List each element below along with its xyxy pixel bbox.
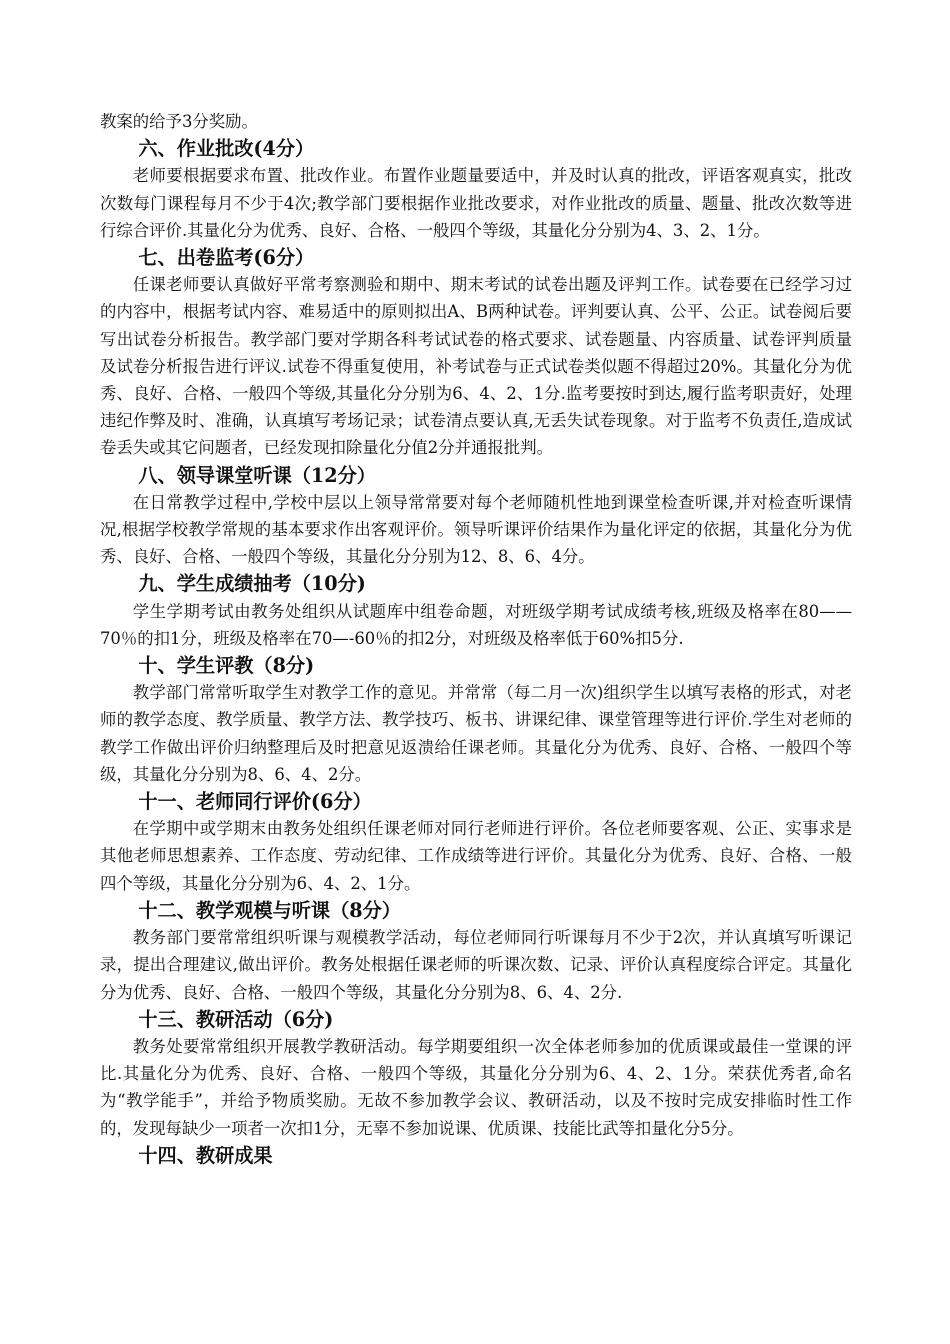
section-heading-6: 六、作业批改(4分） — [138, 137, 315, 161]
section-body-8: 在日常教学过程中,学校中层以上领导常常要对每个老师随机性地到课堂检查听课,并对检查听课情况,根据学校教学常规的基本要求作出客观评价。领导听课评价结果作为量化评定的依据，其量化分为优秀、良好、合格、一般四个等级，其量化分分别为12、8、6、4分。 — [100, 492, 852, 567]
section-body-9: 学生学期考试由教务处组织从试题库中组卷命题，对班级学期考试成绩考核,班级及格率在80——70％的扣1分，班级及格率在70—-60％的扣2分，对班级及格率低于60%扣5分. — [100, 601, 852, 648]
section-body-7: 任课老师要认真做好平常考察测验和期中、期末考试的试卷出题及评判工作。试卷要在已经学习过的内容中，根据考试内容、难易适中的原则拟出A、B两种试卷。评判要认真、公平、公正。试卷阅后要写出试卷分析报告。教学部门要对学期各科考试试卷的格式要求、试卷题量、内容质量、试卷评判质量及试卷分析报告进行评议.试卷不得重复使用，补考试卷与正式试卷类似题不得超过20%。其量化分为优秀、良好、合格、一般四个等级,其量化分分别为6、4、2、1分.监考要按时到达,履行监考职责好，处理违纪作弊及时、准确，认真填写考场记录；试卷清点要认真,无丢失试卷现象。对于监考不负责任,造成试卷丢失或其它问题者，已经发现扣除量化分值2分并通报批判。 — [100, 275, 852, 458]
section-heading-11: 十一、老师同行评价(6分） — [138, 790, 372, 814]
section-heading-13: 十三、教研活动（6分) — [138, 1007, 334, 1031]
section-heading-10: 十、学生评教（8分) — [138, 654, 315, 678]
section-heading-12: 十二、教学观模与听课（8分） — [138, 898, 401, 922]
section-body-12: 教务部门要常常组织听课与观模教学活动，每位老师同行听课每月不少于2次，并认真填写听课记录，提出合理建议,做出评价。教务处根据任课老师的听课次数、记录、评价认真程度综合评定。其量化分为优秀、良好、合格、一般四个等级，其量化分分别为8、6、4、2分. — [100, 928, 852, 1002]
section-body-11: 在学期中或学期末由教务处组织任课老师对同行老师进行评价。各位老师要客观、公正、实事求是其他老师思想素养、工作态度、劳动纪律、工作成绩等进行评价。其量化分为优秀、良好、合格、一般四个等级，其量化分分别为6、4、2、1分。 — [100, 819, 852, 893]
document-page — [100, 108, 852, 1169]
section-body-10: 教学部门常常听取学生对教学工作的意见。并常常（每二月一次)组织学生以填写表格的形式，对老师的教学态度、教学质量、教学方法、教学技巧、板书、讲课纪律、课堂管理等进行评价.学生对老师的教学工作做出评价归纳整理后及时把意见返溃给任课老师。其量化分为优秀、良好、合格、一般四个等级，其量化分分别为8、6、4、2分。 — [100, 683, 852, 784]
section-heading-9: 九、学生成绩抽考（10分) — [138, 572, 366, 596]
section-heading-8: 八、领导课堂听课（12分） — [138, 463, 376, 487]
section-body-13: 教务处要常常组织开展教学教研活动。每学期要组织一次全体老师参加的优质课或最佳一堂课的评比.其量化分为优秀、良好、合格、一般四个等级，其量化分分别为6、4、2、1分。荣获优秀者,命名为“教学能手”，并给予物质奖励。无故不参加教学会议、教研活动，以及不按时完成安排临时性工作的，发现每缺少一项者一次扣1分，无辜不参加说课、优质课、技能比武等扣量化分5分。 — [100, 1036, 852, 1138]
section-heading-7: 七、出卷监考(6分） — [138, 246, 315, 270]
section-body-6: 老师要根据要求布置、批改作业。布置作业题量要适中，并及时认真的批改，评语客观真实，批改次数每门课程每月不少于4次;教学部门要根据作业批改要求，对作业批改的质量、题量、批改次数等进行综合评价.其量化分为优秀、良好、合格、一般四个等级，其量化分分别为4、3、2、1分。 — [100, 166, 852, 240]
intro-paragraph: 教案的给予3分奖励。 — [100, 112, 258, 131]
section-heading-14: 十四、教研成果 — [138, 1143, 273, 1167]
